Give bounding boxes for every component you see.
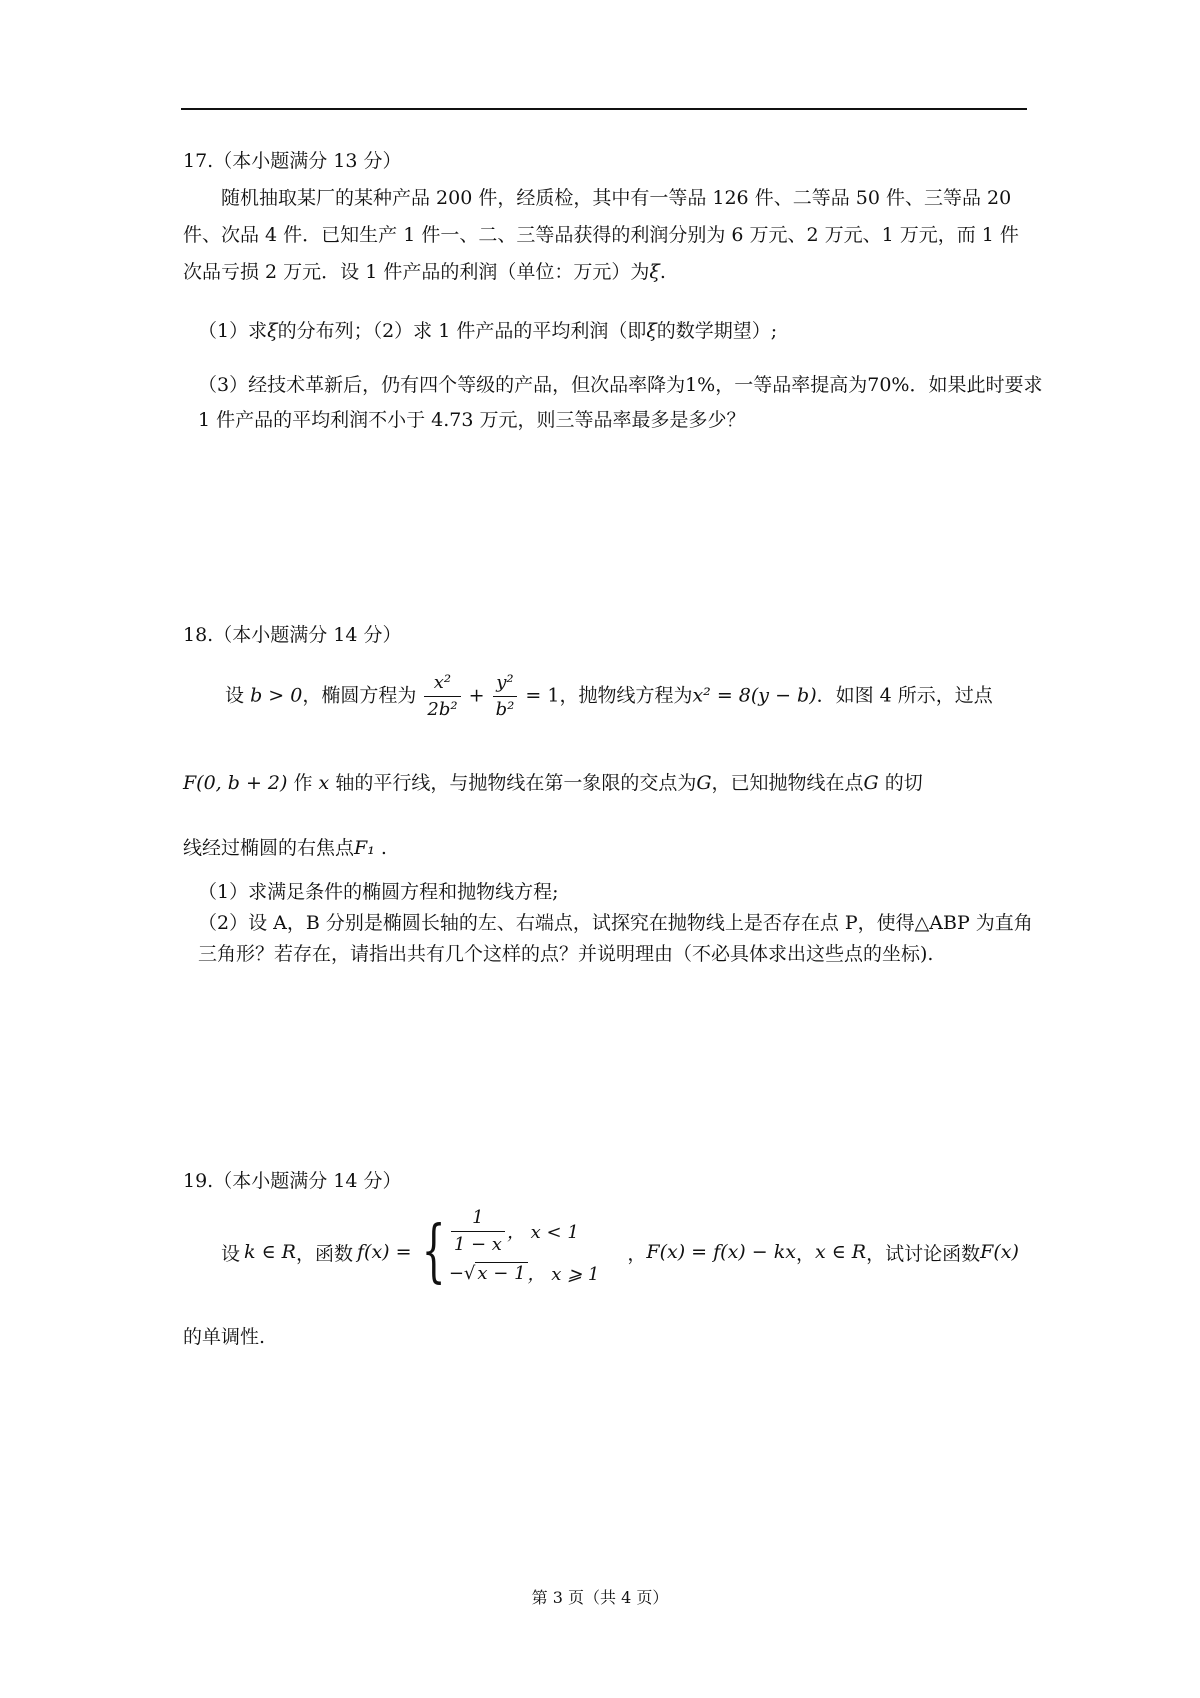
point-F: F(0, b + 2) — [183, 772, 288, 794]
q19-title: 19.（本小题满分 14 分） — [183, 1170, 402, 1192]
F-definition: F(x) = f(x) − kx — [646, 1241, 796, 1263]
q18-x-axis: x — [318, 772, 330, 794]
q19-a: 设 — [221, 1242, 241, 1265]
q17-part1 — [183, 316, 1043, 347]
F-of-x: F(x) — [980, 1241, 1019, 1263]
case1-condition: ， x < 1 — [506, 1222, 579, 1243]
case2-condition: ， x ⩾ 1 — [527, 1264, 600, 1285]
q19-d: ， — [795, 1242, 815, 1265]
q17-part1-c: 的数学期望）; — [656, 320, 778, 342]
q19-tail: 的单调性. — [183, 1326, 266, 1348]
case1-fraction — [451, 1205, 505, 1258]
q18-line1-a: 设 — [225, 684, 245, 707]
q17-intro-end: . — [659, 261, 666, 283]
point-G-2: G — [863, 772, 879, 794]
ellipse-fraction-x — [424, 670, 460, 723]
q18-line2-c: ，已知抛物线在点 — [711, 772, 864, 794]
q17-part3: （3）经技术革新后，仍有四个等级的产品，但次品率降为1%，一等品率提高为70%．如果此时要求 1 件产品的平均利润不小于 4.73 万元，则三等品率最多是多少？ — [198, 374, 1043, 431]
q19-line1 — [221, 1206, 1066, 1294]
q19-e: ，试讨论函数 — [866, 1242, 981, 1265]
q17-part1-a: （1）求 — [198, 320, 268, 342]
ellipse-plus: + — [468, 684, 485, 707]
q18-part1: （1）求满足条件的椭圆方程和抛物线方程; — [198, 881, 559, 903]
sqrt-glyph: √ — [463, 1262, 476, 1284]
q19-b: ，函数 — [295, 1242, 353, 1265]
page-footer: 第 3 页（共 4 页） — [531, 1588, 669, 1607]
k-in-R: k ∈ R — [244, 1241, 296, 1263]
q18-line3-text: 线经过椭圆的右焦点 — [183, 837, 355, 859]
point-G: G — [696, 772, 712, 794]
parabola-equation: x² = 8(y − b) — [692, 684, 817, 707]
q18-line2 — [183, 768, 1028, 795]
q17-intro — [183, 180, 1028, 291]
case1-den: 1 − x — [451, 1231, 505, 1258]
case2-minus: − — [448, 1262, 464, 1284]
q18-line2-d: 的切 — [884, 772, 923, 794]
case-2 — [449, 1252, 600, 1294]
q18-line1-b: ，椭圆方程为 — [302, 684, 417, 707]
q17-part1-b: 的分布列；（2）求 1 件产品的平均利润（即 — [277, 320, 647, 342]
f-of-x: f(x) = — [357, 1241, 412, 1263]
q17-xi-symbol-3: ξ — [646, 320, 657, 342]
ellipse-den-y: b² — [493, 696, 518, 723]
header-rule — [181, 108, 1027, 110]
brace-glyph: { — [421, 1212, 446, 1291]
ellipse-num-y: y² — [496, 672, 514, 693]
piecewise-cases — [448, 1206, 600, 1294]
ellipse-fraction-y — [493, 670, 518, 723]
x-in-R: x ∈ R — [814, 1241, 867, 1263]
q19-c: ， — [627, 1242, 647, 1265]
q18-line2-b: 轴的平行线，与抛物线在第一象限的交点为 — [335, 772, 697, 794]
q17-xi-symbol: ξ — [649, 261, 660, 283]
q18-part2: （2）设 A，B 分别是椭圆长轴的左、右端点，试探究在抛物线上是否存在点 P，使得△ABP 为直角三角形？若存在，请指出共有几个这样的点？并说明理由（不必具体求出这些点的坐标). — [198, 912, 1033, 965]
ellipse-eq: = 1 — [525, 684, 560, 707]
q17-title: 17.（本小题满分 13 分） — [183, 150, 402, 172]
focus-F1: F₁ — [354, 837, 375, 859]
q18-line1-d: ．如图 4 所示，过点 — [816, 684, 993, 707]
q18-line3-end: . — [380, 837, 387, 859]
ellipse-den-x: 2b² — [424, 696, 460, 723]
q18-line2-a: 作 — [293, 772, 313, 794]
case2-radicand: x − 1 — [477, 1263, 526, 1284]
case1-num: 1 — [472, 1206, 484, 1228]
q18-line1 — [183, 670, 1070, 723]
case-1 — [449, 1206, 600, 1255]
piecewise-function — [416, 1206, 600, 1294]
q18-line3 — [183, 833, 1028, 860]
q18-line1-c: ，抛物线方程为 — [559, 684, 693, 707]
q18-title: 18.（本小题满分 14 分） — [183, 624, 402, 646]
ellipse-num-x: x² — [433, 672, 452, 693]
q18-cond-b: b > 0 — [250, 684, 303, 707]
q17-intro-text: 随机抽取某厂的某种产品 200 件，经质检，其中有一等品 126 件、二等品 50 件、三等品 20 件、次品 4 件．已知生产 1 件一、二、三等品获得的利润分别为 6 万元、2 万元、1 万元，而 1 件次品亏损 2 万元．设 1 件产品的利润（单位：万元）为 — [183, 187, 1019, 283]
q17-xi-symbol-2: ξ — [267, 320, 278, 342]
